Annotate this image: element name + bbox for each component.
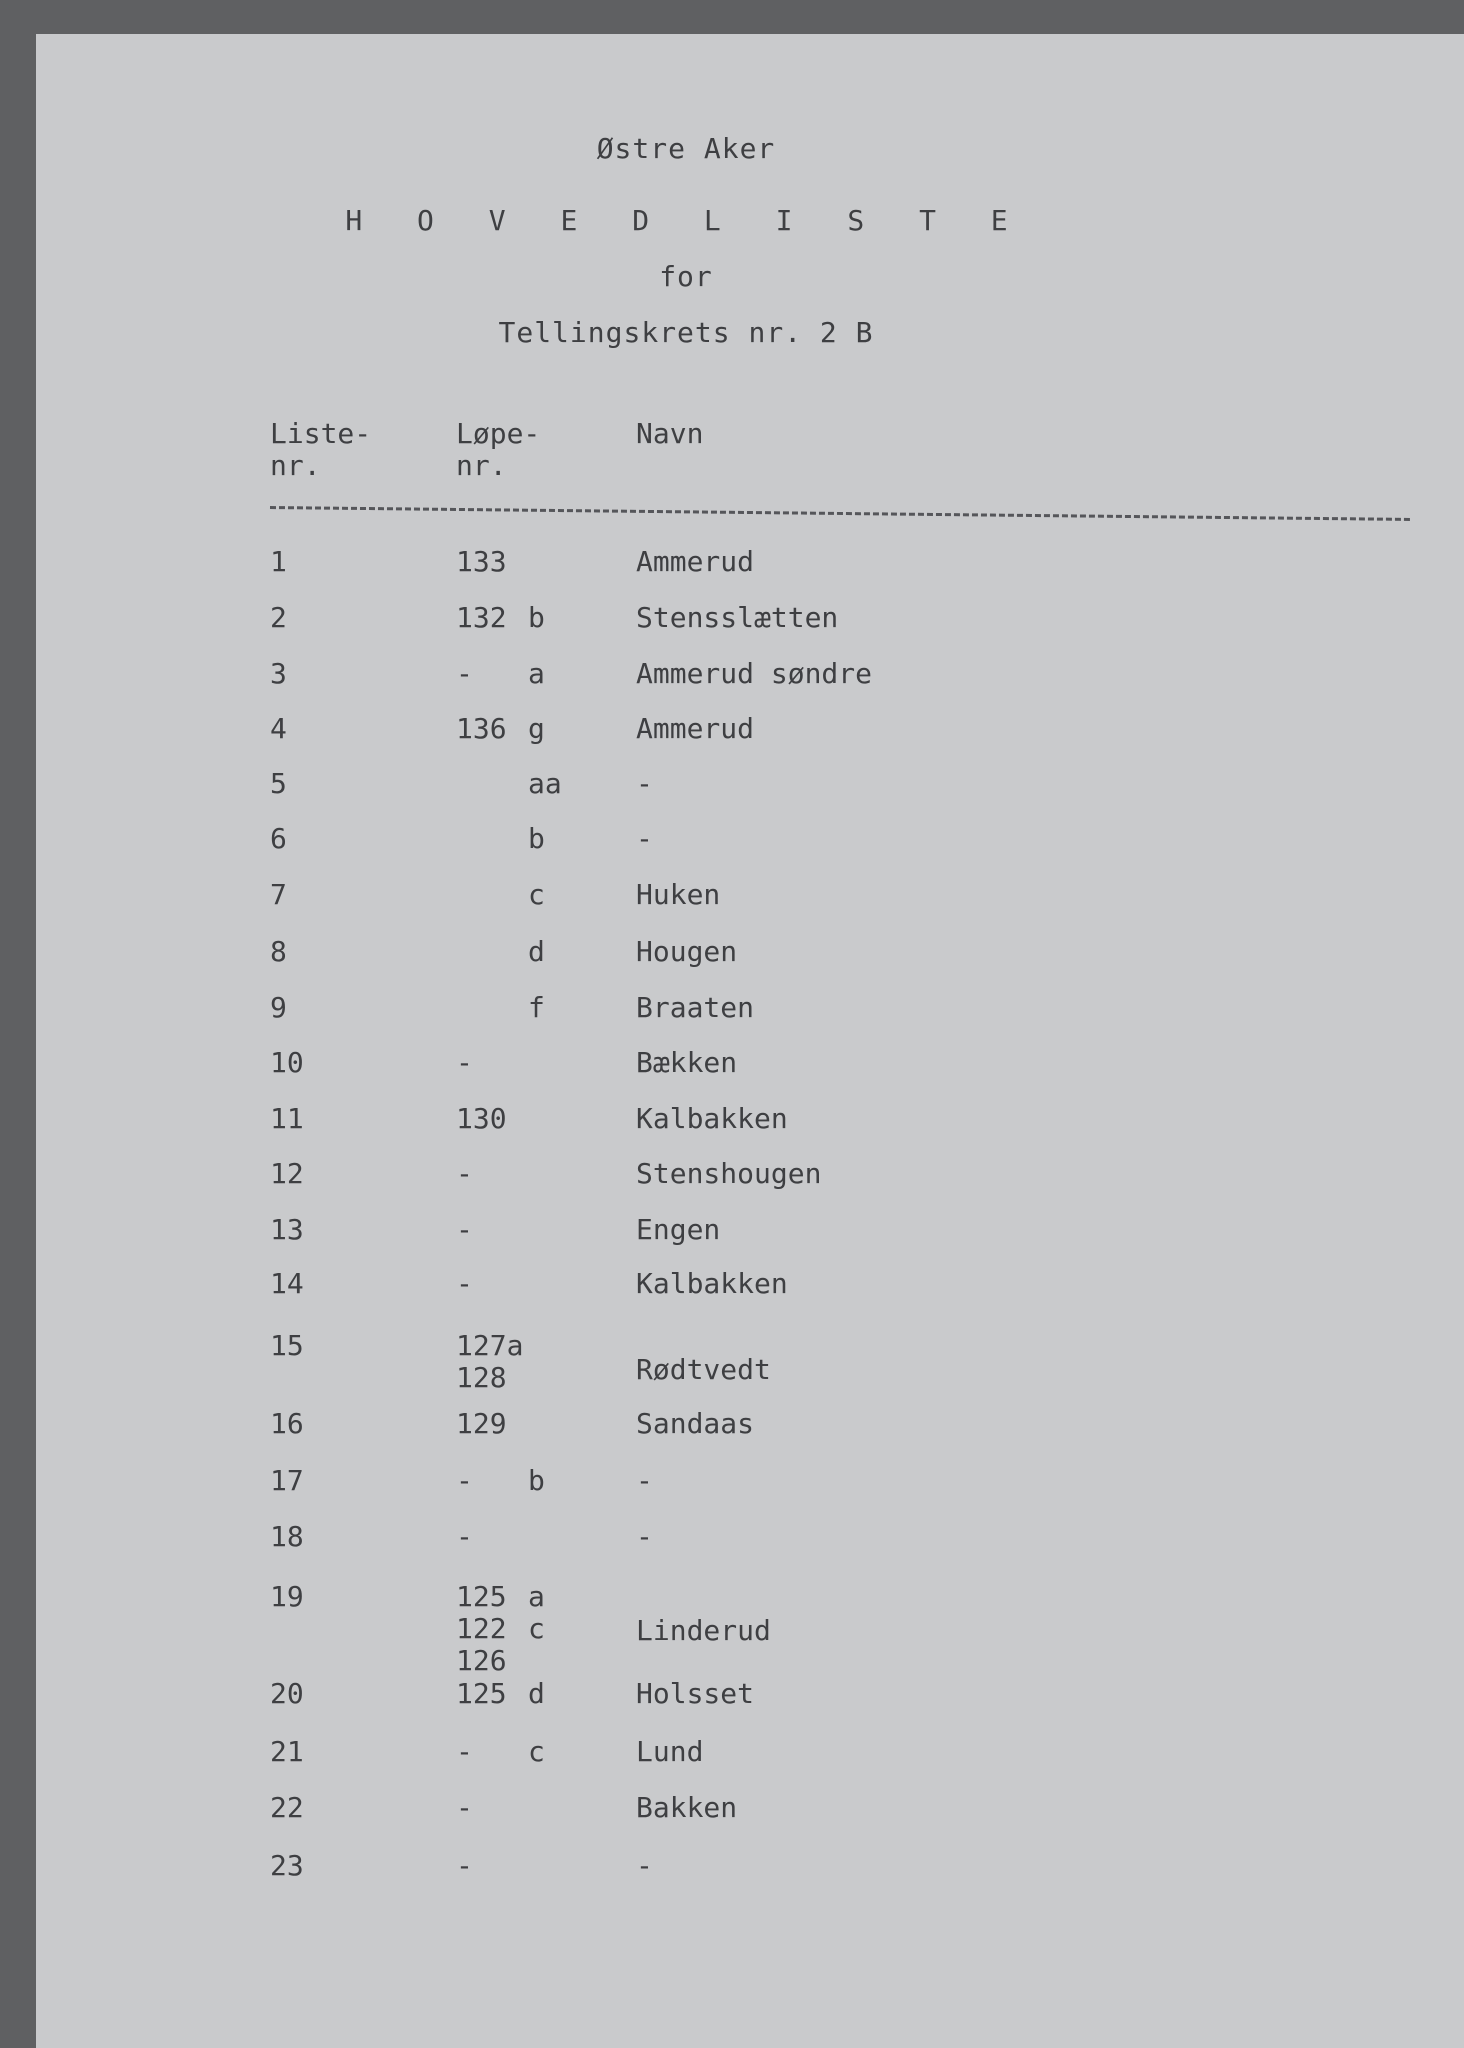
lope-suffix-line: aa xyxy=(528,767,562,800)
navn: Ammerud xyxy=(636,545,755,578)
navn: Stenshougen xyxy=(636,1157,822,1190)
lope-nr xyxy=(456,1850,473,1882)
lope-suffix xyxy=(528,1581,545,1645)
liste-nr: 13 xyxy=(270,1213,304,1246)
liste-nr: 18 xyxy=(270,1520,304,1553)
liste-nr: 9 xyxy=(270,991,287,1024)
lope-suffix xyxy=(528,658,545,690)
navn: Hougen xyxy=(636,935,738,968)
navn: - xyxy=(636,1520,653,1553)
navn: Rødtvedt xyxy=(636,1353,771,1386)
lope-nr-line: 129 xyxy=(456,1407,507,1440)
column-header-lope: Løpe- nr. xyxy=(456,417,541,482)
liste-nr: 2 xyxy=(270,601,287,634)
lope-suffix-line: c xyxy=(528,878,545,911)
lope-nr xyxy=(456,1465,473,1497)
navn: Braaten xyxy=(636,991,755,1024)
lope-nr-line: - xyxy=(456,1735,473,1768)
liste-nr: 3 xyxy=(270,657,287,690)
lope-suffix xyxy=(528,992,545,1024)
lope-suffix xyxy=(528,1465,545,1497)
lope-nr-line: 126 xyxy=(456,1644,507,1677)
lope-nr-line: 122 xyxy=(456,1612,507,1645)
lope-nr-line: - xyxy=(456,1213,473,1246)
navn: Ammerud søndre xyxy=(636,657,873,690)
liste-nr: 12 xyxy=(270,1157,304,1190)
lope-suffix xyxy=(528,1678,545,1710)
lope-suffix xyxy=(528,602,545,634)
liste-nr: 11 xyxy=(270,1102,304,1135)
column-header-liste: Liste- nr. xyxy=(270,417,372,482)
lope-nr-line: - xyxy=(456,1849,473,1882)
lope-suffix-line: c xyxy=(528,1612,545,1645)
liste-nr: 21 xyxy=(270,1735,304,1768)
navn: Ammerud xyxy=(636,712,755,745)
navn: Kalbakken xyxy=(636,1267,788,1300)
liste-nr: 15 xyxy=(270,1329,304,1362)
lope-nr xyxy=(456,1047,473,1079)
navn: - xyxy=(636,767,653,800)
navn: - xyxy=(636,822,653,855)
lope-nr-line: - xyxy=(456,1157,473,1190)
navn: Linderud xyxy=(636,1614,771,1647)
lope-suffix xyxy=(528,823,545,855)
header-divider xyxy=(270,506,1410,521)
liste-nr: 23 xyxy=(270,1849,304,1882)
lope-suffix-line: b xyxy=(528,822,545,855)
liste-nr: 16 xyxy=(270,1407,304,1440)
liste-nr: 17 xyxy=(270,1464,304,1497)
navn: - xyxy=(636,1464,653,1497)
lope-nr-line: - xyxy=(456,1046,473,1079)
lope-nr-line: 132 xyxy=(456,601,507,634)
navn: Huken xyxy=(636,878,721,911)
navn: Lund xyxy=(636,1735,704,1768)
lope-suffix-line: b xyxy=(528,601,545,634)
lope-nr xyxy=(456,602,507,634)
lope-nr xyxy=(456,1330,523,1394)
document-page xyxy=(36,34,1464,2048)
lope-nr-line: 130 xyxy=(456,1102,507,1135)
lope-suffix-line: f xyxy=(528,991,545,1024)
navn: Engen xyxy=(636,1213,721,1246)
lope-suffix-line: a xyxy=(528,1580,545,1613)
navn: Sandaas xyxy=(636,1407,755,1440)
navn: Bakken xyxy=(636,1791,738,1824)
lope-nr xyxy=(456,1103,507,1135)
lope-nr-line: 125 xyxy=(456,1580,507,1613)
lope-nr xyxy=(456,658,473,690)
lope-nr-line: - xyxy=(456,1791,473,1824)
lope-suffix xyxy=(528,879,545,911)
liste-nr: 8 xyxy=(270,935,287,968)
liste-nr: 19 xyxy=(270,1580,304,1613)
navn: Kalbakken xyxy=(636,1102,788,1135)
lope-nr xyxy=(456,1158,473,1190)
lope-suffix-line: g xyxy=(528,712,545,745)
lope-nr-line: 125 xyxy=(456,1677,507,1710)
navn: Stensslætten xyxy=(636,601,839,634)
lope-nr xyxy=(456,546,507,578)
lope-nr-line: 128 xyxy=(456,1361,507,1394)
municipality-heading: Østre Aker xyxy=(596,132,776,165)
liste-nr: 5 xyxy=(270,767,287,800)
lope-nr-line: - xyxy=(456,1520,473,1553)
lope-suffix-line: c xyxy=(528,1735,545,1768)
column-header-navn: Navn xyxy=(636,417,704,450)
lope-nr-line: - xyxy=(456,1464,473,1497)
lope-suffix xyxy=(528,936,545,968)
liste-nr: 4 xyxy=(270,712,287,745)
lope-nr xyxy=(456,1214,473,1246)
liste-nr: 22 xyxy=(270,1791,304,1824)
liste-nr: 6 xyxy=(270,822,287,855)
lope-nr xyxy=(456,1268,473,1300)
liste-nr: 14 xyxy=(270,1267,304,1300)
navn: Holsset xyxy=(636,1677,755,1710)
lope-suffix-line: b xyxy=(528,1464,545,1497)
lope-suffix-line: a xyxy=(528,657,545,690)
lope-nr xyxy=(456,1736,473,1768)
lope-suffix xyxy=(528,768,562,800)
lope-suffix xyxy=(528,713,545,745)
lope-nr xyxy=(456,1678,507,1710)
navn: - xyxy=(636,1849,653,1882)
lope-nr xyxy=(456,1581,507,1677)
lope-nr xyxy=(456,713,507,745)
document-title: H O V E D L I S T E xyxy=(345,204,1027,237)
lope-nr-line: 133 xyxy=(456,545,507,578)
lope-suffix-line: d xyxy=(528,1677,545,1710)
lope-nr-line: 136 xyxy=(456,712,507,745)
district-heading: Tellingskrets nr. 2 B xyxy=(498,316,874,349)
lope-nr xyxy=(456,1408,507,1440)
liste-nr: 7 xyxy=(270,878,287,911)
lope-nr-line: - xyxy=(456,1267,473,1300)
liste-nr: 1 xyxy=(270,545,287,578)
navn: Bækken xyxy=(636,1046,738,1079)
lope-suffix xyxy=(528,1736,545,1768)
lope-nr-line: 127a xyxy=(456,1329,524,1362)
lope-suffix-line: d xyxy=(528,935,545,968)
liste-nr: 20 xyxy=(270,1677,304,1710)
lope-nr-line: - xyxy=(456,657,473,690)
liste-nr: 10 xyxy=(270,1046,304,1079)
title-for: for xyxy=(659,260,713,293)
lope-nr xyxy=(456,1521,473,1553)
lope-nr xyxy=(456,1792,473,1824)
